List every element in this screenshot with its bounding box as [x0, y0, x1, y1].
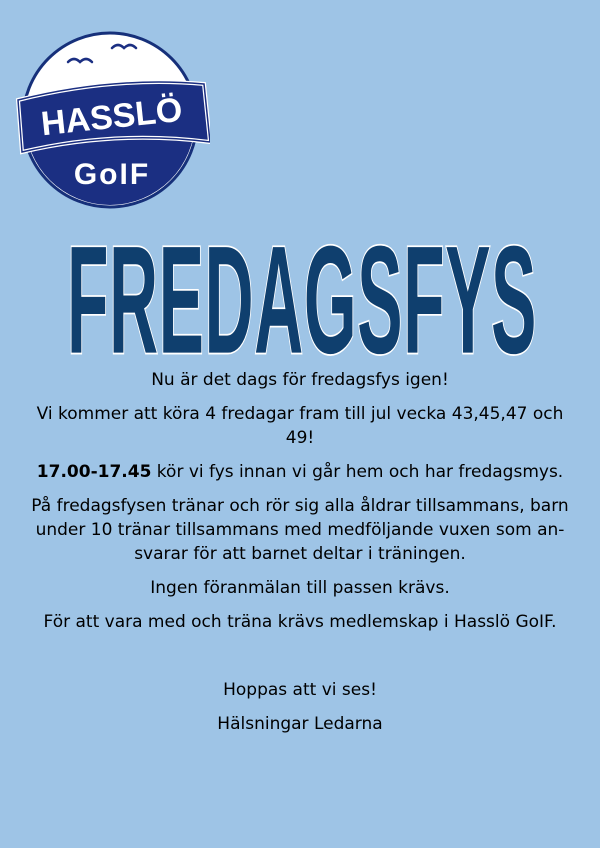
schedule-line: Vi kommer att köra 4 fredagar fram till jul vecka 43,45,47 och 49! [36, 404, 564, 448]
intro-line: Nu är det dags för fredagsfys igen! [151, 370, 449, 390]
time-rest: kör vi fys innan vi går hem och har fredagsmys. [151, 462, 564, 482]
title-text: FREDAGSFYS [66, 215, 537, 365]
logo-bottom-text: GoIF [73, 158, 151, 191]
registration-line: Ingen föranmälan till passen krävs. [150, 578, 450, 598]
time-bold: 17.00-17.45 [36, 462, 152, 482]
signature-line: Hälsningar Ledarna [217, 714, 383, 734]
membership-line: För att vara med och träna krävs medlemskap i Hasslö GoIF. [43, 612, 557, 632]
logo-top-text: HASSLÖ [39, 90, 185, 144]
closing-line: Hoppas att vi ses! [223, 680, 377, 700]
poster-body [30, 368, 570, 746]
poster-title [0, 205, 600, 365]
time-line [30, 460, 570, 484]
info-line: På fredagsfysen tränar och rör sig alla åldrar tillsammans, barn under 10 tränar tillsammans med medföljande vuxen som an-svarar för att barnet deltar i träningen. [31, 496, 569, 564]
hasslo-goif-logo [14, 20, 210, 216]
